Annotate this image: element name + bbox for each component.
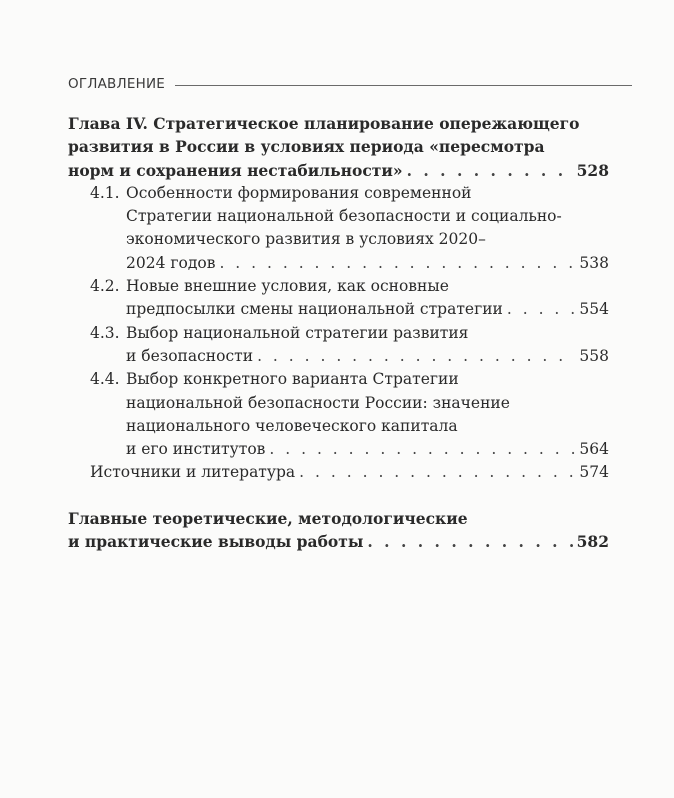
toc-section-4-3[interactable] [68,322,609,369]
section-line: экономического развития в условиях 2020– [126,230,486,249]
toc-sources[interactable] [68,461,609,484]
toc-conclusions[interactable] [68,507,609,554]
dot-leader [367,530,572,553]
toc-chapter-4[interactable] [68,112,609,182]
section-line: Особенности формирования современной [126,183,472,202]
dot-leader [219,252,575,275]
section-line: Выбор национальной стратегии развития [126,323,469,342]
table-of-contents [68,112,609,553]
section-line-last: 2024 годов [126,253,216,272]
section-line-last: и его институтов [126,440,266,459]
dot-leader [507,298,576,321]
running-header [68,76,632,92]
section-number: 4.3. [90,323,120,342]
dot-leader [257,345,575,368]
page-number: 538 [579,253,609,272]
toc-section-4-4[interactable] [68,368,609,461]
page-number: 582 [576,532,609,552]
page-number: 564 [579,440,609,459]
section-line: Стратегии национальной безопасности и социально- [126,207,562,226]
page-number: 558 [579,346,609,365]
page-number: 574 [579,463,609,482]
section-line: национальной безопасности России: значение [126,393,510,412]
conclusions-line-1: Главные теоретические, методологические [68,508,468,528]
section-number: 4.2. [90,277,120,296]
section-line: Выбор конкретного варианта Стратегии [126,370,459,389]
dot-leader [269,438,575,461]
section-line: Новые внешние условия, как основные [126,277,449,296]
sources-label: Источники и литература [90,463,296,482]
section-line-last: и безопасности [126,346,254,365]
dot-leader [407,159,573,182]
toc-chapter-4-line-3: норм и сохранения нестабильности» [68,160,403,180]
toc-chapter-4-line-1: Глава IV. Стратегическое планирование опережающего [68,114,580,133]
conclusions-line-2: и практические выводы работы [68,532,364,552]
section-line-last: предпосылки смены национальной стратегии [126,300,503,319]
toc-chapter-4-line-2: развития в России в условиях периода «пересмотра [68,137,545,157]
section-number: 4.1. [90,183,120,202]
header-title: ОГЛАВЛЕНИЕ [68,76,165,92]
section-number: 4.4. [90,370,120,389]
toc-section-4-1[interactable] [68,182,609,275]
page-number: 554 [579,300,609,319]
header-rule [175,85,632,86]
toc-section-4-2[interactable] [68,275,609,322]
dot-leader [299,461,575,484]
spacer [68,485,609,507]
section-line: национального человеческого капитала [126,416,458,435]
page-number: 528 [576,160,609,180]
